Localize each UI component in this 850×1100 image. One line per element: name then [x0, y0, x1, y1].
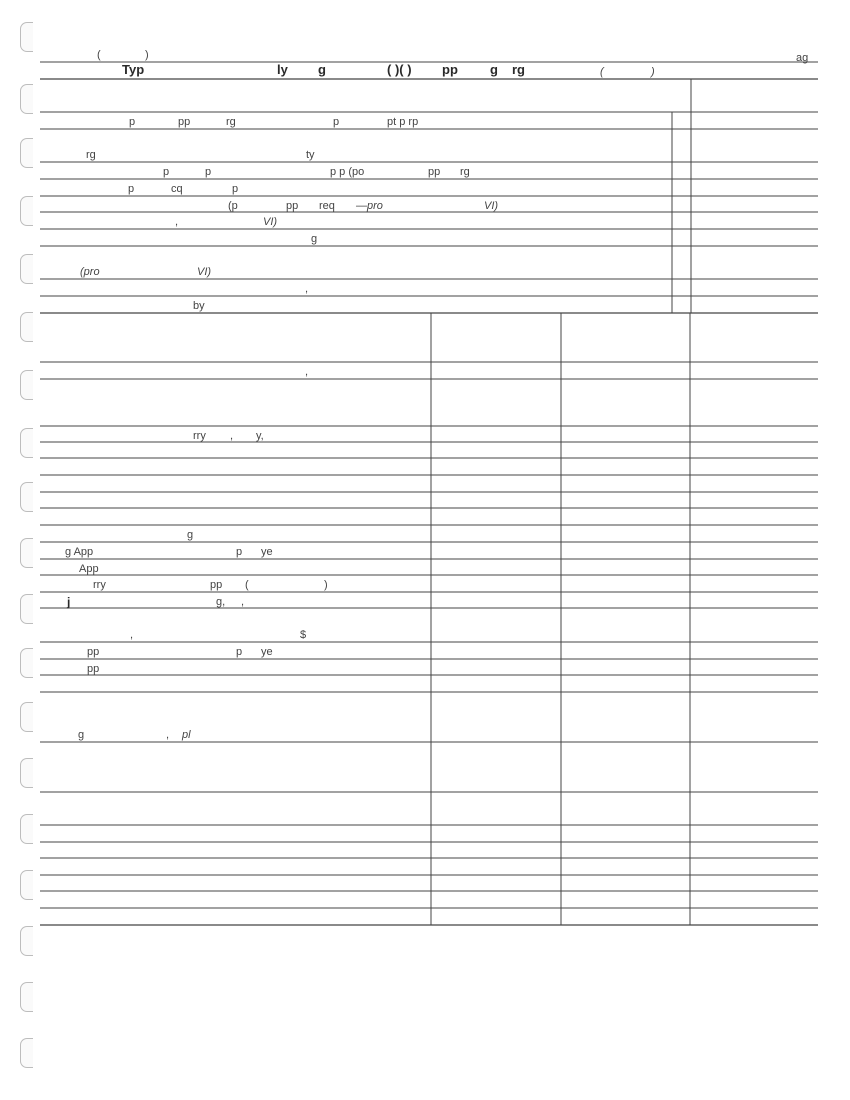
- title-fragment: Typ: [122, 62, 145, 77]
- line-fragment: VI): [263, 216, 278, 228]
- line-fragment: rry: [93, 579, 106, 591]
- line-fragment: ,: [241, 596, 245, 608]
- line-fragment: ,: [230, 430, 234, 442]
- line-fragment: p: [236, 646, 243, 658]
- line-fragment: pp: [428, 166, 441, 178]
- title-fragment: g: [490, 62, 498, 77]
- line-fragment: —pro: [356, 200, 383, 212]
- line-fragment: ,: [305, 283, 309, 295]
- line-fragment: rg: [226, 116, 236, 128]
- line-fragment: ,: [175, 216, 179, 228]
- line-fragment: pl: [182, 729, 191, 741]
- line-fragment: g App: [65, 546, 94, 558]
- line-fragment: g: [187, 529, 194, 541]
- title-fragment: (: [600, 66, 604, 78]
- line-fragment: ,: [130, 629, 134, 641]
- line-fragment: g: [311, 233, 318, 245]
- line-fragment: ye: [261, 546, 273, 558]
- title-fragment: g: [318, 62, 326, 77]
- line-fragment: p: [333, 116, 340, 128]
- title-fragment: pp: [442, 62, 458, 77]
- line-fragment: (pro: [80, 266, 100, 278]
- title-fragment: rg: [512, 62, 525, 77]
- line-fragment: pp: [210, 579, 223, 591]
- page-label: ag: [796, 52, 809, 64]
- line-fragment: p: [128, 183, 135, 195]
- line-fragment: g: [78, 729, 85, 741]
- line-fragment: rry: [193, 430, 206, 442]
- title-fragment: ( )( ): [387, 62, 412, 77]
- line-fragment: p: [163, 166, 170, 178]
- line-fragment: $: [300, 629, 307, 641]
- line-fragment: ,: [305, 366, 309, 378]
- title-fragment: ): [651, 66, 655, 78]
- line-fragment: ty: [306, 149, 315, 161]
- line-fragment: (: [245, 579, 249, 591]
- line-fragment: j: [67, 595, 71, 609]
- line-fragment: rg: [460, 166, 470, 178]
- line-fragment: p: [129, 116, 136, 128]
- line-fragment: pp: [178, 116, 191, 128]
- line-fragment: y,: [256, 430, 264, 442]
- line-fragment: (p: [228, 200, 238, 212]
- line-fragment: req: [319, 200, 335, 212]
- line-fragment: rg: [86, 149, 96, 161]
- header-paren-right: ): [145, 49, 149, 61]
- line-fragment: p: [236, 546, 243, 558]
- line-fragment: p: [205, 166, 212, 178]
- header-paren-left: (: [97, 49, 101, 61]
- line-fragment: cq: [171, 183, 183, 195]
- line-fragment: p p (po: [330, 166, 365, 178]
- line-fragment: pp: [87, 663, 100, 675]
- line-fragment: g,: [216, 596, 226, 608]
- line-fragment: ,: [166, 729, 170, 741]
- title-fragment: ly: [277, 62, 288, 77]
- line-fragment: App: [79, 563, 99, 575]
- line-fragment: pp: [87, 646, 100, 658]
- line-fragment: by: [193, 300, 205, 312]
- line-fragment: pt p rp: [387, 116, 419, 128]
- line-fragment: pp: [286, 200, 299, 212]
- line-fragment: VI): [484, 200, 499, 212]
- line-fragment: ye: [261, 646, 273, 658]
- line-fragment: ): [324, 579, 328, 591]
- line-fragment: p: [232, 183, 239, 195]
- line-fragment: VI): [197, 266, 212, 278]
